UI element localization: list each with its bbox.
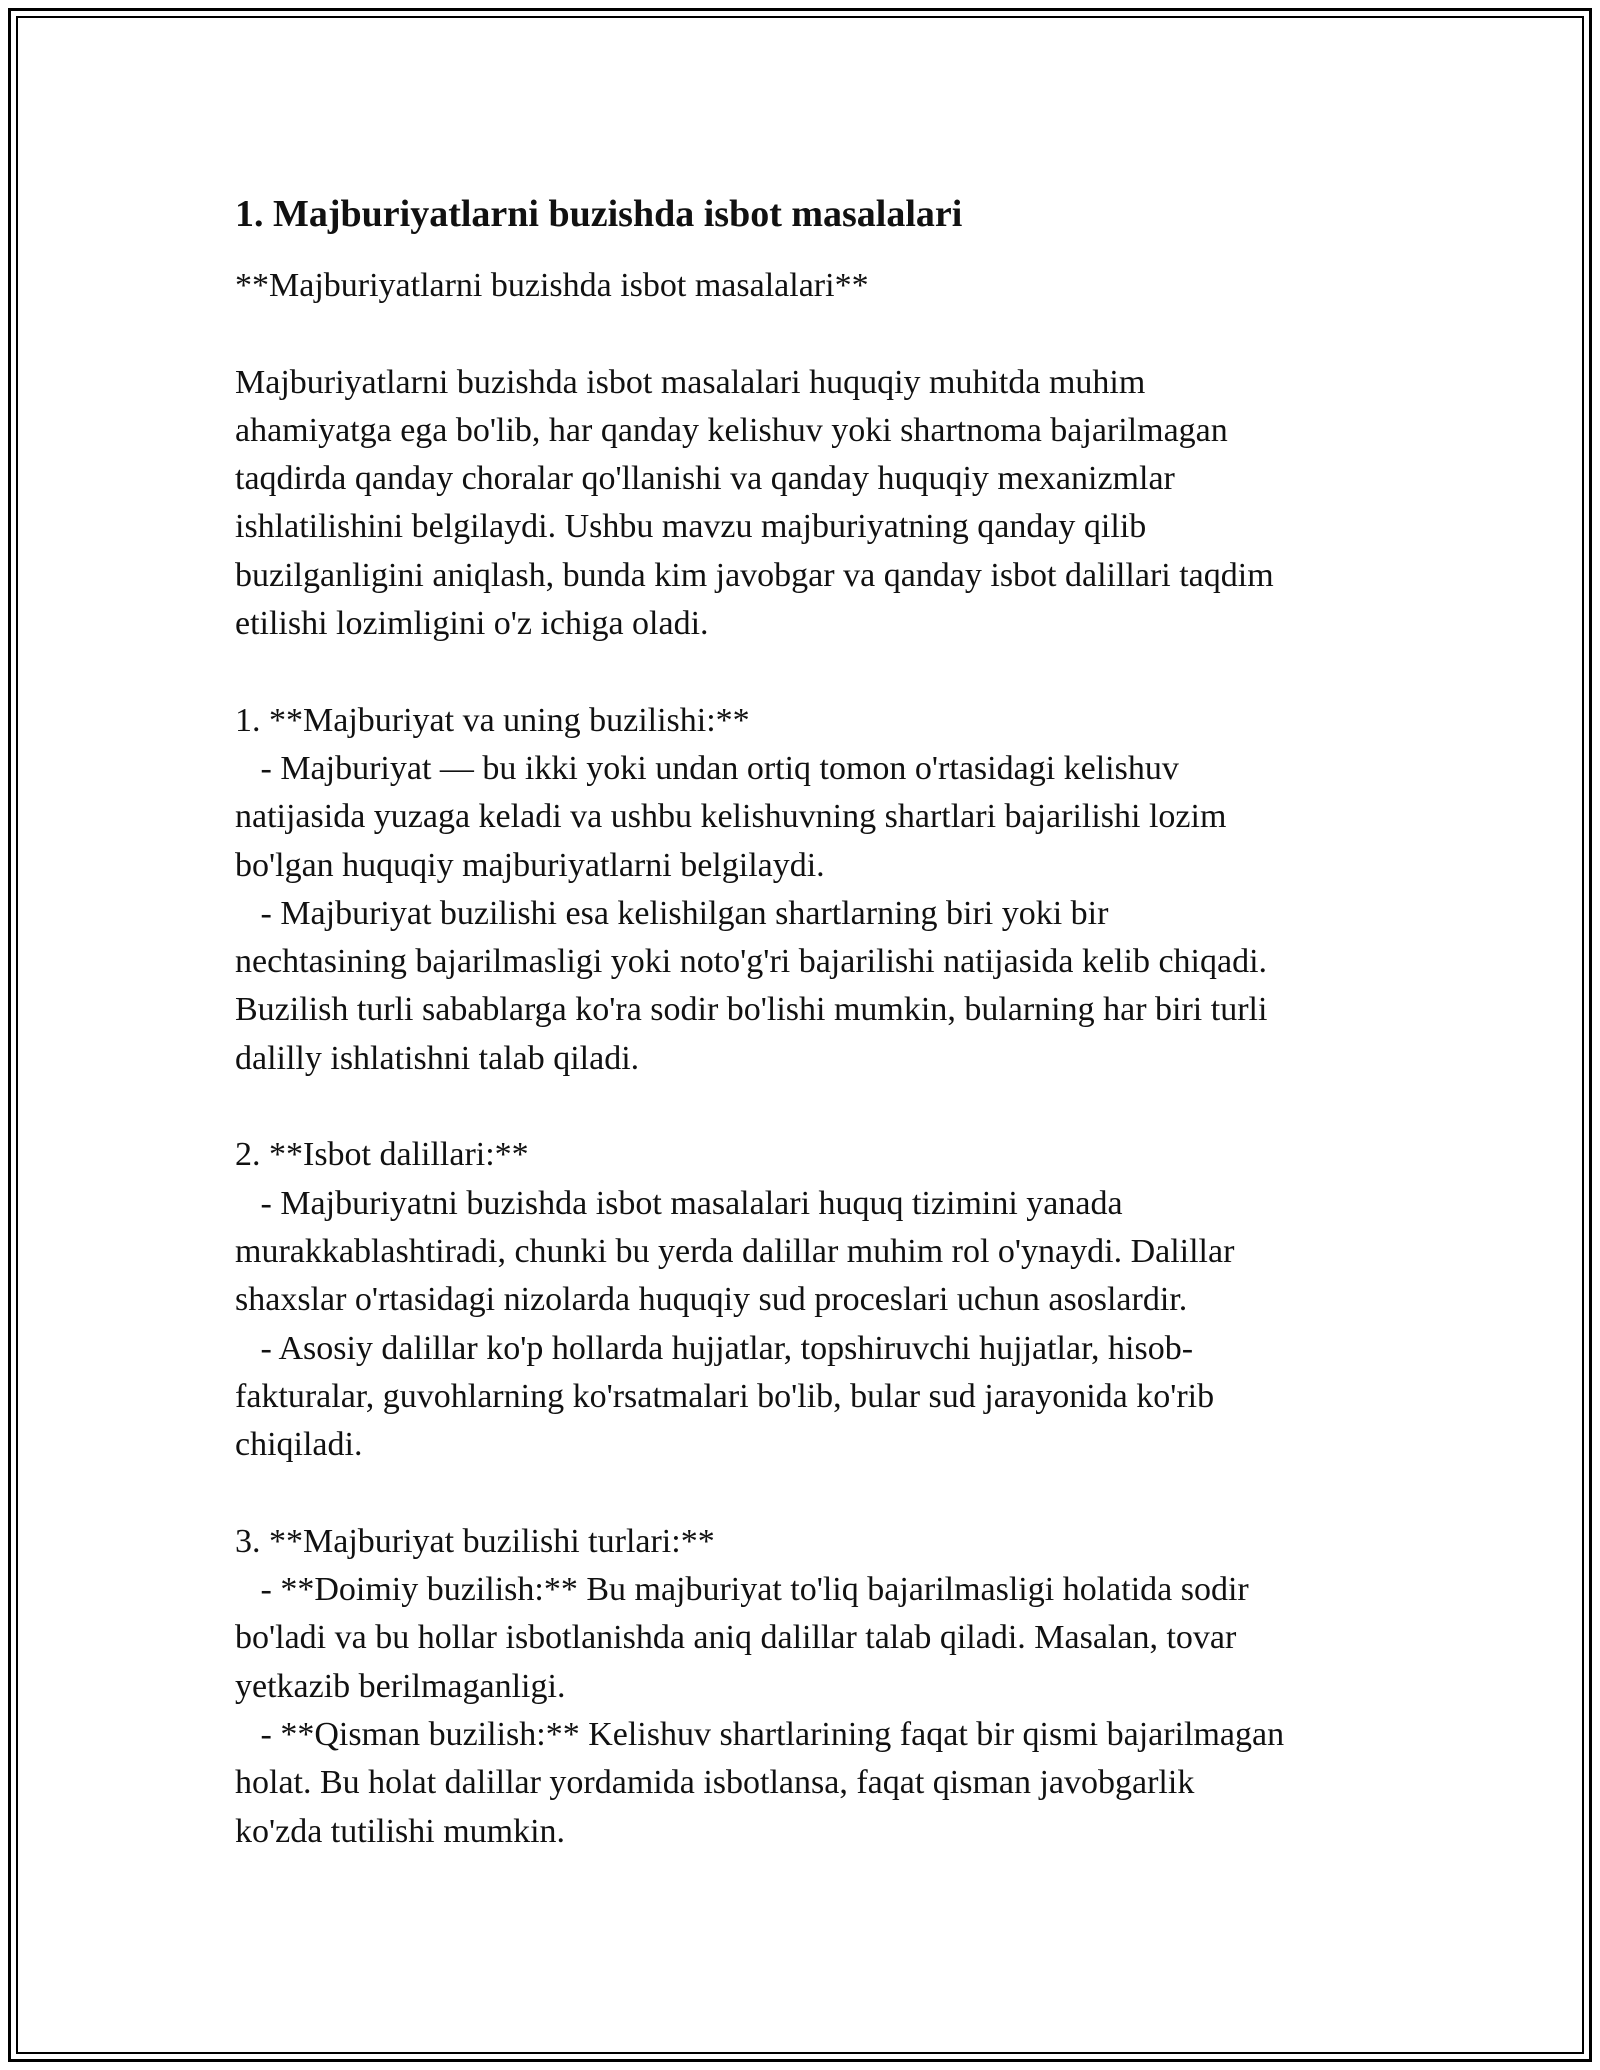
text-line: dalilly ishlatishni talab qiladi. — [235, 1039, 640, 1077]
text-line: buzilganligini aniqlash, bunda kim javobgar va qanday isbot dalillari taqdim — [235, 556, 1274, 594]
blank-line — [235, 648, 1375, 696]
blank-line — [235, 1083, 1375, 1131]
text-line: 2. **Isbot dalillari:** — [235, 1136, 529, 1174]
text-line: - Majburiyatni buzishda isbot masalalari huquq tizimini yanada — [235, 1184, 1123, 1222]
text-line: ishlatilishini belgilaydi. Ushbu mavzu majburiyatning qanday qilib — [235, 508, 1147, 546]
text-line: 3. **Majburiyat buzilishi turlari:** — [235, 1522, 715, 1560]
text-line: - **Qisman buzilish:** Kelishuv shartlarining faqat bir qismi bajarilmagan — [235, 1715, 1285, 1753]
text-line: shaxslar o'rtasidagi nizolarda huquqiy sud proceslari uchun asoslardir. — [235, 1281, 1188, 1319]
text-line: bo'lgan huquqiy majburiyatlarni belgilaydi. — [235, 846, 825, 884]
text-line: Majburiyatlarni buzishda isbot masalalari huquqiy muhitda muhim — [235, 363, 1146, 401]
text-line: - Majburiyat buzilishi esa kelishilgan shartlarning biri yoki bir — [235, 894, 1109, 932]
text-line: ahamiyatga ega bo'lib, har qanday kelishuv yoki shartnoma bajarilmagan — [235, 411, 1228, 449]
text-line: - Majburiyat — bu ikki yoki undan ortiq tomon o'rtasidagi kelishuv — [235, 749, 1179, 787]
blank-line — [235, 310, 1375, 358]
text-line: - Asosiy dalillar ko'p hollarda hujjatlar, topshiruvchi hujjatlar, hisob- — [235, 1329, 1194, 1367]
text-line: 1. **Majburiyat va uning buzilishi:** — [235, 701, 750, 739]
document-text — [235, 262, 1375, 1856]
text-line: - **Doimiy buzilish:** Bu majburiyat to'liq bajarilmasligi holatida sodir — [235, 1571, 1249, 1609]
text-line: etilishi lozimligini o'z ichiga oladi. — [235, 605, 709, 643]
document-body — [235, 188, 1375, 1856]
text-line: taqdirda qanday choralar qo'llanishi va qanday huquqiy mexanizmlar — [235, 460, 1175, 498]
text-line: yetkazib berilmaganligi. — [235, 1667, 566, 1705]
text-line: murakkablashtiradi, chunki bu yerda dalillar muhim rol o'ynaydi. Dalillar — [235, 1232, 1235, 1270]
text-line: bo'ladi va bu hollar isbotlanishda aniq dalillar talab qiladi. Masalan, tovar — [235, 1619, 1237, 1657]
text-line: chiqiladi. — [235, 1426, 363, 1464]
text-line: fakturalar, guvohlarning ko'rsatmalari bo'lib, bular sud jarayonida ko'rib — [235, 1377, 1215, 1415]
blank-line — [235, 1469, 1375, 1517]
document-title: 1. Majburiyatlarni buzishda isbot masalalari — [235, 193, 963, 235]
text-line: **Majburiyatlarni buzishda isbot masalalari** — [235, 267, 869, 304]
text-line: holat. Bu holat dalillar yordamida isbotlansa, faqat qisman javobgarlik — [235, 1764, 1195, 1802]
text-line: nechtasining bajarilmasligi yoki noto'g'ri bajarilishi natijasida kelib chiqadi. — [235, 943, 1268, 981]
text-line: Buzilish turli sabablarga ko'ra sodir bo'lishi mumkin, bularning har biri turli — [235, 991, 1268, 1029]
text-line: ko'zda tutilishi mumkin. — [235, 1812, 566, 1850]
text-line: natijasida yuzaga keladi va ushbu kelishuvning shartlari bajarilishi lozim — [235, 798, 1227, 836]
